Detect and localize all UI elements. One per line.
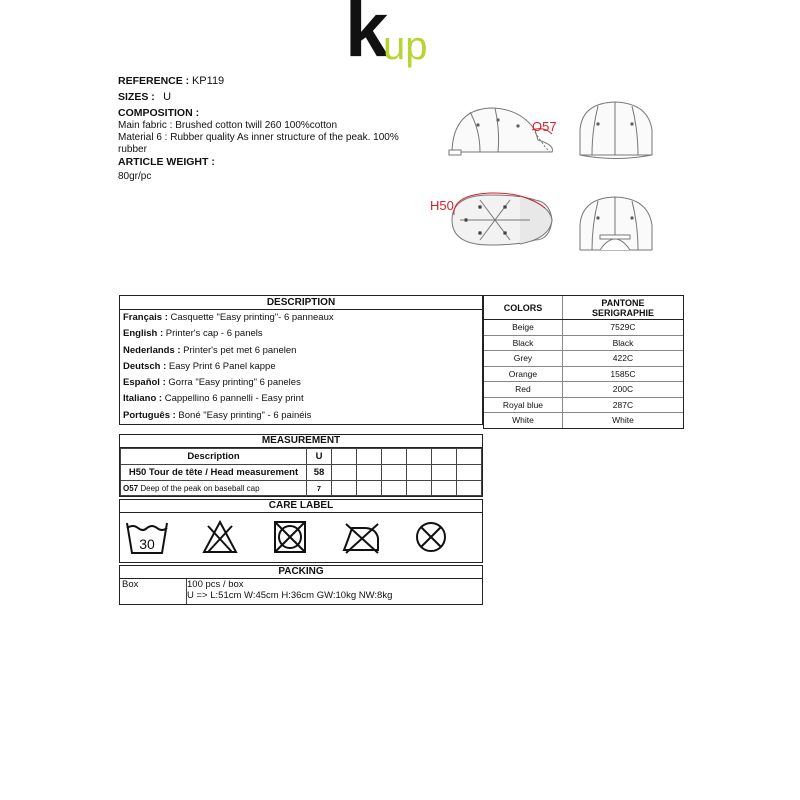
color-row — [484, 382, 683, 398]
pantone-header-line-1: PANTONE — [601, 297, 645, 308]
description-lang: Nederlands : — [123, 344, 181, 356]
colors-table — [483, 295, 684, 429]
description-text: Printer's cap - 6 panels — [163, 328, 263, 340]
color-name: Royal blue — [484, 397, 562, 413]
empty-cell — [457, 465, 482, 481]
description-line — [120, 343, 482, 359]
empty-cell — [332, 449, 357, 465]
care-label-title: CARE LABEL — [120, 500, 482, 513]
color-row — [484, 397, 683, 413]
packing-unit: Box — [120, 579, 187, 604]
logo-up: up — [383, 24, 428, 68]
measurement-row — [121, 481, 482, 496]
composition-line-2: Material 6 : Rubber quality As inner structure of the peak. 100% rubber — [118, 132, 399, 155]
measurement-label: Deep of the peak on baseball cap — [138, 483, 260, 493]
reference-value: KP119 — [191, 75, 225, 87]
description-line — [120, 310, 482, 326]
measurement-label: Tour de tête / Head measurement — [146, 467, 299, 478]
color-row — [484, 366, 683, 382]
empty-cell — [382, 481, 407, 496]
description-text: Easy Print 6 Panel kappe — [166, 360, 276, 372]
brand-logo — [345, 0, 445, 72]
empty-cell — [357, 449, 382, 465]
logo-k: k — [345, 0, 385, 73]
measurement-code: O57 — [123, 483, 139, 493]
composition-label: COMPOSITION : — [118, 107, 200, 119]
measurement-value: 7 — [307, 481, 332, 496]
empty-cell — [332, 465, 357, 481]
empty-cell — [332, 481, 357, 496]
color-row — [484, 335, 683, 351]
description-lang: Deutsch : — [123, 360, 167, 372]
empty-cell — [407, 481, 432, 496]
no-dry-clean-icon — [414, 520, 448, 554]
head-label: H50 — [430, 198, 454, 213]
color-name: Beige — [484, 320, 562, 336]
color-name: Red — [484, 382, 562, 398]
empty-cell — [457, 449, 482, 465]
empty-cell — [382, 465, 407, 481]
measurement-value: 58 — [307, 465, 332, 481]
description-text: Cappellino 6 pannelli - Easy print — [162, 393, 304, 405]
care-label-box — [119, 499, 483, 563]
description-line — [120, 375, 482, 391]
empty-cell — [407, 465, 432, 481]
description-line — [120, 391, 482, 407]
pantone-code: 7529C — [562, 320, 683, 336]
color-name: Orange — [484, 366, 562, 382]
color-name: Black — [484, 335, 562, 351]
description-lang: Español : — [123, 377, 166, 389]
composition-line-1: Main fabric : Brushed cotton twill 260 100%cotton — [118, 120, 338, 131]
packing-title: PACKING — [120, 566, 482, 579]
empty-cell — [357, 481, 382, 496]
color-row — [484, 320, 683, 336]
pantone-header-line-2: SERIGRAPHIE — [591, 307, 654, 318]
no-tumble-dry-icon — [272, 520, 308, 554]
weight-label: ARTICLE WEIGHT : — [118, 156, 215, 168]
description-lang: English : — [123, 328, 164, 340]
color-row — [484, 413, 683, 428]
sizes-value: U — [163, 91, 172, 103]
empty-cell — [432, 449, 457, 465]
description-text: Boné "Easy printing" - 6 painéis — [175, 409, 312, 421]
description-lang: Português : — [123, 409, 176, 421]
pantone-code: 1585C — [562, 366, 683, 382]
measurement-description — [121, 465, 307, 481]
measurement-code: H50 — [128, 467, 147, 478]
packing-details — [187, 579, 392, 601]
color-row — [484, 351, 683, 367]
pantone-code: 422C — [562, 351, 683, 367]
cap-technical-drawings — [430, 100, 690, 265]
description-line — [120, 359, 482, 375]
description-table — [119, 295, 483, 425]
measurement-col-description: Description — [121, 449, 307, 465]
packing-line-2: U => L:51cm W:45cm H:36cm GW:10kg NW:8kg — [187, 590, 393, 601]
wash-temp: 30 — [139, 536, 155, 552]
measurement-row — [121, 465, 482, 481]
pantone-code: White — [562, 413, 683, 428]
description-lang: Italiano : — [123, 393, 163, 405]
color-name: Grey — [484, 351, 562, 367]
no-bleach-icon — [202, 520, 238, 554]
empty-cell — [432, 465, 457, 481]
description-lang: Français : — [123, 312, 168, 323]
empty-cell — [457, 481, 482, 496]
measurement-description — [121, 481, 307, 496]
wash-30-icon — [125, 520, 169, 556]
measurement-table — [119, 434, 483, 497]
measurement-col-size: U — [307, 449, 332, 465]
article-info — [118, 75, 418, 183]
pantone-code: 287C — [562, 397, 683, 413]
empty-cell — [432, 481, 457, 496]
colors-header: COLORS — [484, 296, 562, 320]
description-text: Casquette "Easy printing"- 6 panneaux — [167, 312, 334, 323]
description-line — [120, 326, 482, 342]
packing-box — [119, 565, 483, 605]
packing-line-1: 100 pcs / box — [187, 579, 244, 590]
empty-cell — [357, 465, 382, 481]
pantone-code: 200C — [562, 382, 683, 398]
empty-cell — [382, 449, 407, 465]
description-title: DESCRIPTION — [120, 296, 482, 310]
peak-label: O57 — [532, 119, 557, 134]
cap-front-view — [580, 102, 652, 159]
cap-back-view — [580, 197, 652, 250]
weight-value: 80gr/pc — [118, 171, 152, 182]
description-line — [120, 408, 482, 424]
description-text: Gorra "Easy printing" 6 paneles — [165, 377, 301, 389]
color-name: White — [484, 413, 562, 428]
empty-cell — [407, 449, 432, 465]
measurement-title: MEASUREMENT — [120, 435, 482, 448]
no-iron-icon — [340, 520, 382, 554]
pantone-header — [562, 296, 683, 320]
reference-label: REFERENCE : — [118, 75, 190, 87]
sizes-label: SIZES : — [118, 91, 155, 103]
description-text: Printer's pet met 6 panelen — [180, 344, 297, 356]
pantone-code: Black — [562, 335, 683, 351]
